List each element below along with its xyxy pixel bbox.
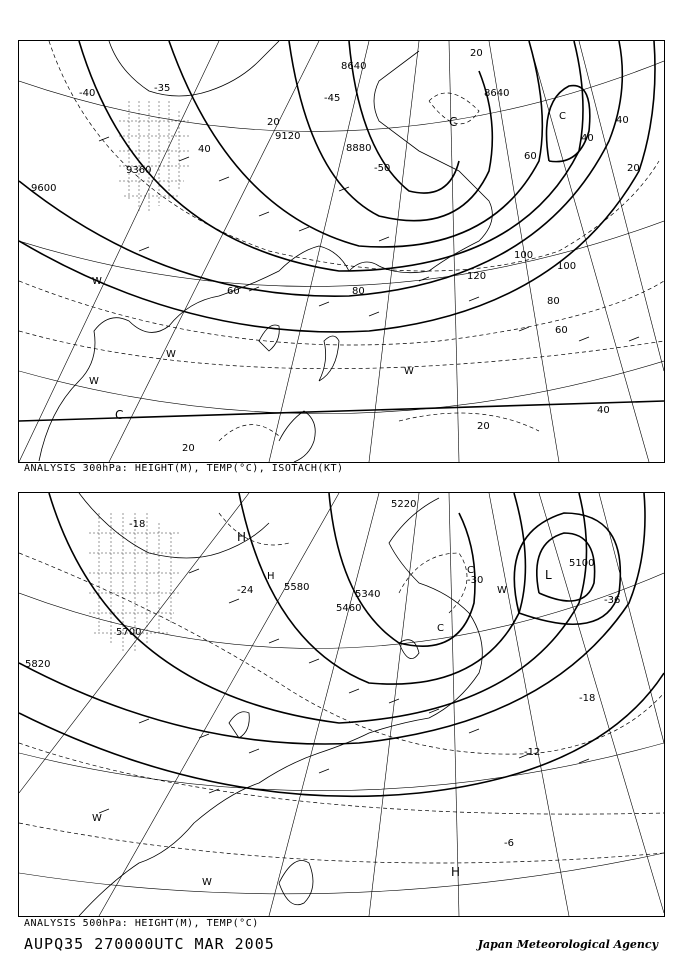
isotach-label: 60 (227, 286, 240, 297)
temp-label: -50 (374, 163, 391, 174)
height-contours (19, 493, 664, 796)
height-label: 5700 (116, 627, 142, 638)
isotach-label: 100 (557, 261, 577, 272)
system-marker: W (497, 585, 507, 596)
isotach-label: 60 (555, 325, 568, 336)
height-label: 8640 (484, 88, 510, 99)
height-label: 5820 (25, 659, 51, 670)
height-label: 5100 (569, 558, 595, 569)
isotach-label: 100 (514, 250, 534, 261)
isotach-label: 20 (477, 421, 490, 432)
temp-label: -18 (579, 693, 596, 704)
system-marker: W (404, 366, 414, 377)
temp-label: -12 (524, 747, 541, 758)
isotach-label: 40 (616, 115, 629, 126)
height-contours (19, 41, 664, 421)
system-marker: H (237, 530, 247, 544)
isotach-label: 80 (352, 286, 365, 297)
system-marker: C (467, 565, 474, 576)
height-label: 9600 (31, 183, 57, 194)
coastlines (39, 41, 492, 462)
height-label: 5340 (355, 589, 381, 600)
caption-300hpa: ANALYSIS 300hPa: HEIGHT(M), TEMP(°C), ISOTACH(KT) (24, 463, 344, 474)
height-label: 9360 (126, 165, 152, 176)
coastlines (79, 493, 482, 916)
system-marker: W (92, 813, 102, 824)
system-marker: W (202, 877, 212, 888)
height-label: 8880 (346, 143, 372, 154)
height-label: 5580 (284, 582, 310, 593)
system-marker: C (115, 408, 124, 422)
temp-contours (19, 513, 664, 863)
height-label: 8640 (341, 61, 367, 72)
isotach-label: 120 (467, 271, 487, 282)
isotach-label: 40 (581, 133, 594, 144)
system-marker: W (92, 276, 102, 287)
isotach-label: 20 (182, 443, 195, 454)
temp-label: -6 (504, 838, 514, 849)
height-label: 5460 (336, 603, 362, 614)
system-marker: H (451, 865, 461, 879)
caption-500hpa: ANALYSIS 500hPa: HEIGHT(M), TEMP(°C) (24, 918, 259, 929)
system-marker: W (89, 376, 99, 387)
system-marker: C (559, 111, 566, 122)
graticule (19, 493, 664, 916)
isotach-label: 20 (267, 117, 280, 128)
terrain-hatch (119, 101, 189, 211)
isotach-label: 20 (627, 163, 640, 174)
isotach-label: 20 (470, 48, 483, 59)
chart-code-and-time: AUPQ35 270000UTC MAR 2005 (24, 935, 275, 953)
graticule (19, 41, 664, 462)
system-marker: C (437, 623, 444, 634)
temp-label: -30 (467, 575, 484, 586)
isotach-label: 40 (198, 144, 211, 155)
temp-label: -40 (79, 88, 96, 99)
height-label: 9120 (275, 131, 301, 142)
temp-label: -18 (129, 519, 146, 530)
system-marker: W (166, 349, 176, 360)
system-marker: L (545, 568, 552, 582)
chart-500hpa-svg (19, 493, 664, 916)
isotach-label: 80 (547, 296, 560, 307)
height-label: 5220 (391, 499, 417, 510)
temp-label: -45 (324, 93, 341, 104)
isotach-label: 40 (597, 405, 610, 416)
isotach-label: 60 (524, 151, 537, 162)
temp-label: -35 (154, 83, 171, 94)
temp-label: -36 (604, 595, 621, 606)
chart-300hpa (18, 40, 665, 463)
agency-credit: Japan Meteorological Agency (477, 938, 658, 951)
temp-label: -24 (237, 585, 254, 596)
chart-300hpa-svg (19, 41, 664, 462)
system-marker: C (449, 115, 458, 129)
chart-500hpa (18, 492, 665, 917)
system-marker: H (267, 571, 275, 582)
